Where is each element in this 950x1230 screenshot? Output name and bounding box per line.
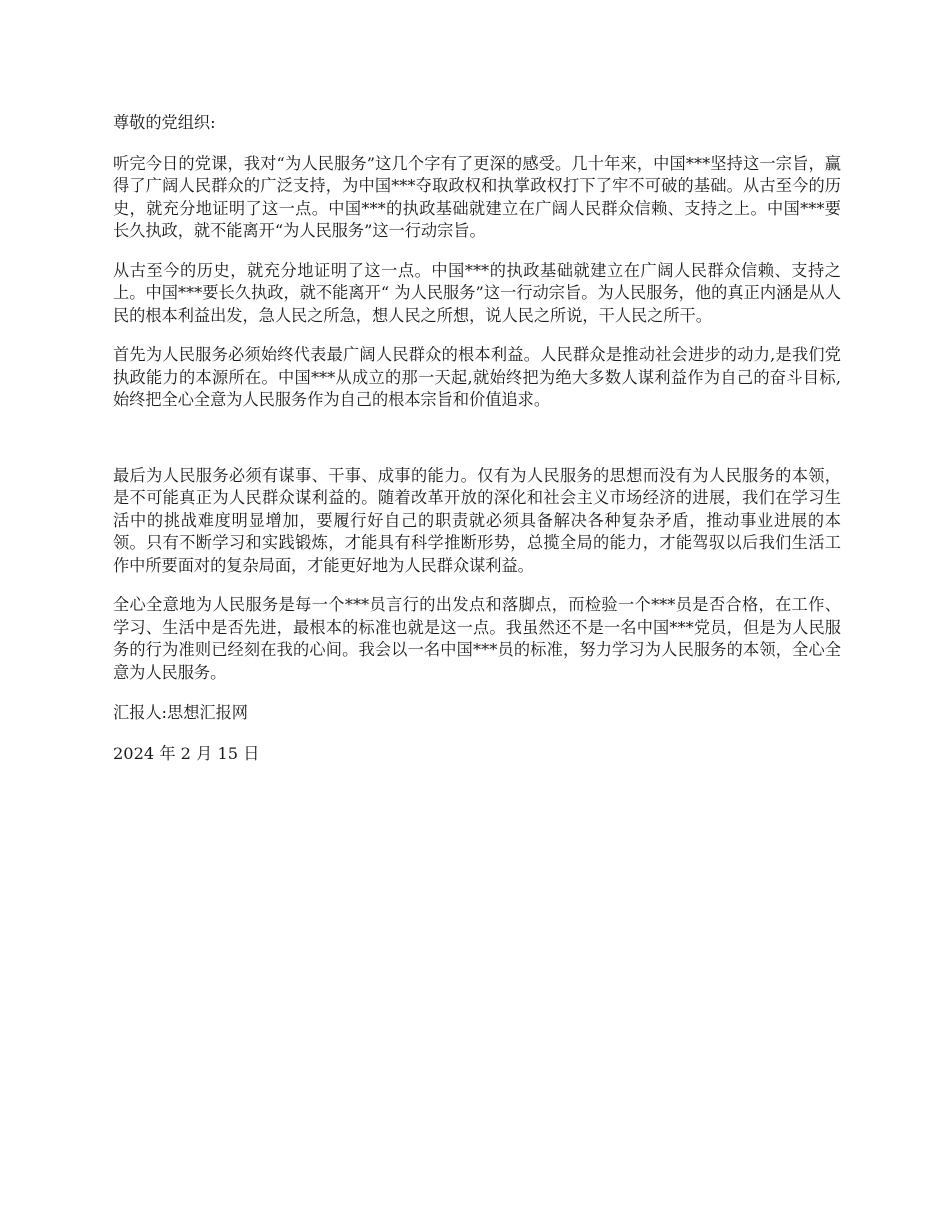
reporter-line: 汇报人:思想汇报网 [113,703,248,722]
paragraph-2: 从古至今的历史，就充分地证明了这一点。中国***的执政基础就建立在广阔人民群众信赖、支持之上。中国***要长久执政，就不能离开“ 为人民服务”这一行动宗旨。为人民服务，他的真正内涵是从人民的根本利益出发，急人民之所急，想人民之所想，说人民之所说，干人民之所干。 [113,260,841,325]
document-body [113,112,841,765]
report-date: 2024 年 2 月 15 日 [113,743,260,763]
paragraph-4: 最后为人民服务必须有谋事、干事、成事的能力。仅有为人民服务的思想而没有为人民服务的本领，是不可能真正为人民群众谋利益的。随着改革开放的深化和社会主义市场经济的进展，我们在学习生活中的挑战难度明显增加，要履行好自己的职责就必须具备解决各种复杂矛盾，推动事业进展的本领。只有不断学习和实践锻炼，才能具有科学推断形势，总揽全局的能力，才能驾驭以后我们生活工作中所要面对的复杂局面，才能更好地为人民群众谋利益。 [113,465,841,575]
salutation: 尊敬的党组织: [113,113,216,132]
paragraph-1: 听完今日的党课，我对“为人民服务”这几个字有了更深的感受。几十年来，中国***坚持这一宗旨，赢得了广阔人民群众的广泛支持，为中国***夺取政权和执掌政权打下了牢不可破的基础。从古至今的历史，就充分地证明了这一点。中国***的执政基础就建立在广阔人民群众信赖、支持之上。中国***要长久执政，就不能离开“为人民服务”这一行动宗旨。 [113,153,841,240]
paragraph-3: 首先为人民服务必须始终代表最广阔人民群众的根本利益。人民群众是推动社会进步的动力,是我们党执政能力的本源所在。中国***从成立的那一天起,就始终把为绝大多数人谋利益作为自己的奋斗目标,始终把全心全意为人民服务作为自己的根本宗旨和价值追求。 [113,345,841,409]
paragraph-5: 全心全意地为人民服务是每一个***员言行的出发点和落脚点，而检验一个***员是否合格，在工作、学习、生活中是否先进，最根本的标准也就是这一点。我虽然还不是一名中国***党员，但是为人民服务的行为准则已经刻在我的心间。我会以一名中国***员的标准，努力学习为人民服务的本领，全心全意为人民服务。 [113,595,841,682]
